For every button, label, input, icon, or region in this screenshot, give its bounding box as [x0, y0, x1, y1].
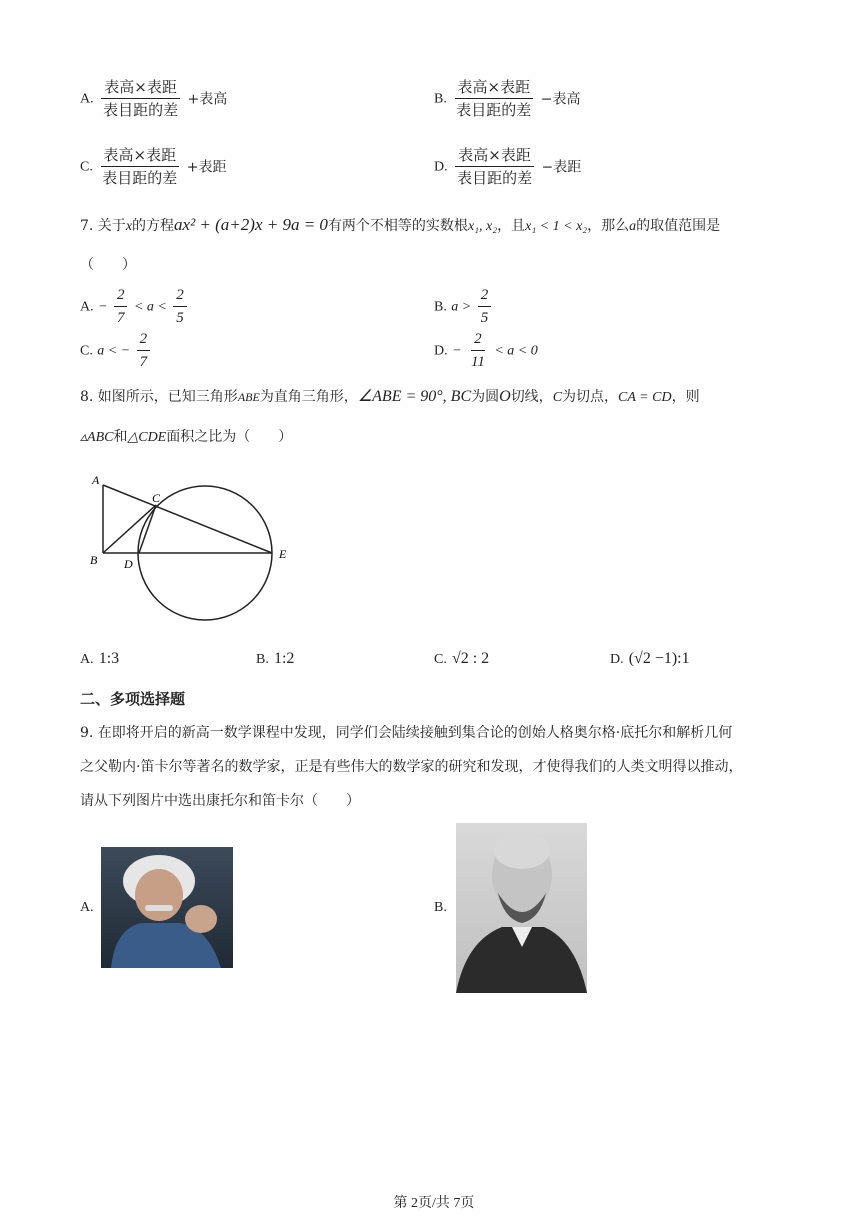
q8-text: 8. 如图所示，已知三角形	[80, 389, 238, 405]
option-tail: +表距	[186, 159, 227, 176]
option-label: C.	[80, 159, 93, 175]
denominator: 5	[176, 310, 184, 326]
page-footer: 第 2页/共 7页	[393, 1196, 475, 1211]
fraction	[454, 146, 535, 187]
denominator: 7	[139, 354, 148, 370]
option-prefix: a < −	[97, 343, 131, 359]
q7-paren: （ ）	[80, 257, 136, 273]
q7-text: ，且	[497, 218, 526, 234]
denominator: 7	[116, 310, 125, 326]
numerator: 2	[478, 286, 492, 307]
numerator: 表高×表距	[455, 146, 534, 167]
q7-text: 的方程	[132, 218, 175, 234]
option-label: B.	[434, 299, 447, 315]
option-label: D.	[610, 652, 624, 667]
q7-option-c	[80, 330, 152, 371]
numerator: 表高×表距	[455, 78, 534, 99]
option-label: B.	[434, 91, 447, 107]
q7-text: 的取值范围是	[636, 218, 721, 234]
segment-ae	[103, 485, 272, 553]
q9-option-a-label: A.	[80, 900, 94, 915]
fraction	[100, 78, 181, 119]
numerator: 2	[137, 330, 151, 351]
q7-var-a: a	[629, 219, 637, 234]
q9-option-b-label: B.	[434, 900, 447, 915]
section-title: 二、多项选择题	[80, 690, 186, 708]
option-prefix: −	[98, 299, 108, 315]
q8-triangle-cde: △CDE	[127, 430, 167, 445]
fraction	[468, 330, 488, 371]
q7-option-d	[434, 330, 538, 371]
q6-option-c	[80, 146, 227, 187]
option-value: (√2 −1):1	[628, 650, 690, 667]
q7-roots: x₁, x₂	[467, 219, 498, 234]
label-b: B	[90, 553, 98, 567]
option-value: 1:2	[273, 650, 295, 667]
fraction	[173, 286, 187, 327]
q8-text: 面积之比为（ ）	[166, 429, 293, 445]
label-d: D	[124, 557, 133, 571]
q6-option-b	[434, 78, 581, 119]
q8-angle: ∠ABE = 90°, BC	[357, 388, 472, 405]
option-tail: −表高	[540, 91, 581, 108]
denominator: 11	[470, 354, 485, 370]
option-suffix: < a < 0	[494, 343, 538, 359]
option-label: D.	[434, 343, 448, 359]
q8-circle: O	[499, 388, 511, 405]
q6-option-d	[434, 146, 581, 187]
numerator: 2	[114, 286, 128, 307]
q7-var-x: x	[125, 219, 133, 234]
label-a: A	[92, 473, 100, 487]
q8-text: 为直角三角形，	[259, 389, 358, 405]
fraction	[114, 286, 128, 327]
option-label: B.	[256, 652, 269, 667]
option-tail: +表高	[187, 91, 228, 108]
label-e: E	[279, 547, 287, 561]
q9-line2: 之父勒内·笛卡尔等著名的数学家，正是有些伟大的数学家的研究和发现，才使得我们的人类文明得以推动，	[80, 759, 743, 775]
q7-option-b	[434, 286, 493, 327]
fraction	[99, 146, 180, 187]
numerator: 表高×表距	[101, 146, 180, 167]
option-label: C.	[434, 652, 447, 667]
q8-text: 和	[113, 429, 128, 445]
denominator: 表目距的差	[457, 169, 533, 187]
q8-point: C	[552, 390, 563, 405]
q8-text: ，则	[671, 389, 700, 405]
q8-stem-line2	[80, 426, 292, 449]
numerator: 2	[173, 286, 187, 307]
fraction	[453, 78, 534, 119]
denominator: 5	[480, 310, 489, 326]
option-prefix: a >	[451, 299, 472, 315]
fraction	[137, 330, 151, 371]
q9-line1: 9. 在即将开启的新高一数学课程中发现，同学们会陆续接触到集合论的创始人格奥尔格·底托尔和解析几何	[80, 725, 733, 741]
denominator: 表目距的差	[103, 101, 179, 119]
q8-triangle-abc: ▵ABC	[80, 430, 114, 445]
hands-shape	[185, 905, 217, 933]
q9-line3: 请从下列图片中选出康托尔和笛卡尔（ ）	[80, 793, 360, 809]
q8-stem-line1	[80, 386, 800, 409]
q7-equation: ax² + (a+2)x + 9a = 0	[174, 215, 328, 234]
photo-cantor	[456, 823, 587, 993]
option-prefix: −	[452, 343, 462, 359]
option-tail: −表距	[541, 159, 582, 176]
option-value: 1:3	[98, 650, 120, 667]
photo-einstein	[101, 847, 233, 968]
q7-text: 有两个不相等的实数根	[327, 218, 468, 234]
q8-text: 为圆	[471, 389, 500, 405]
face-shape	[135, 869, 183, 921]
q8-text: 为切点，	[562, 389, 619, 405]
q8-equation: CA = CD	[618, 390, 672, 405]
option-label: A.	[80, 91, 94, 107]
numerator: 表高×表距	[101, 78, 180, 99]
q7-inequality: x₁ < 1 < x₂	[525, 219, 588, 234]
numerator: 2	[471, 330, 485, 351]
option-label: A.	[80, 299, 94, 315]
q8-triangle: ABE	[237, 390, 260, 404]
q7-text: 7. 关于	[80, 218, 126, 234]
fraction	[478, 286, 492, 327]
q6-option-a	[80, 78, 227, 119]
denominator: 表目距的差	[456, 101, 532, 119]
q8-geometry-figure	[84, 472, 294, 626]
option-middle: < a <	[133, 299, 167, 315]
q8-option-d	[610, 648, 690, 668]
q7-stem	[80, 214, 800, 238]
q8-option-a	[80, 648, 119, 668]
q8-option-c	[434, 648, 489, 668]
q8-option-b	[256, 648, 294, 668]
label-c: C	[152, 491, 161, 505]
denominator: 表目距的差	[102, 169, 178, 187]
option-label: A.	[80, 652, 94, 667]
mustache-shape	[145, 905, 173, 911]
option-value: √2 : 2	[451, 650, 490, 667]
q7-text: ，那么	[587, 218, 630, 234]
q8-text: 切线，	[510, 389, 553, 405]
option-label: C.	[80, 343, 93, 359]
forehead-shape	[494, 833, 550, 869]
q7-option-a	[80, 286, 189, 327]
option-label: D.	[434, 159, 448, 175]
